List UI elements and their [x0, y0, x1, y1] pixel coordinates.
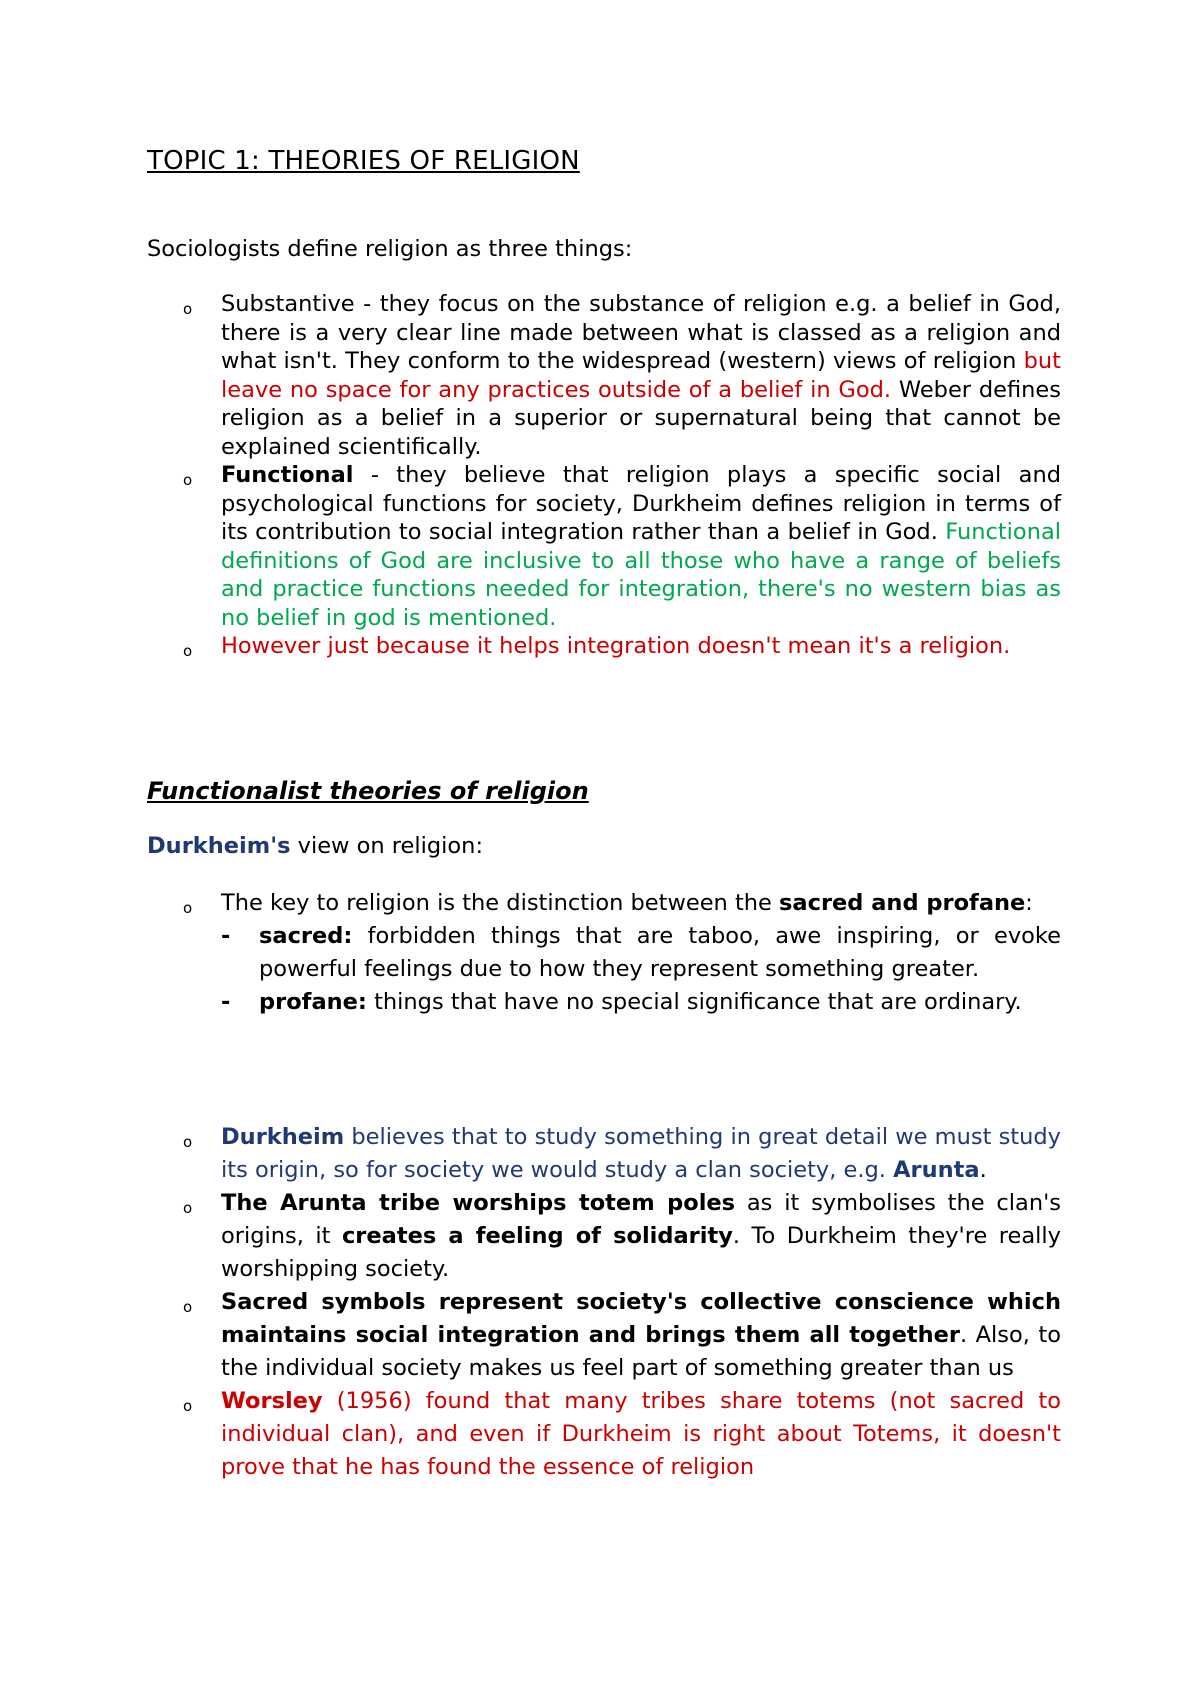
evaluation-text: Functional definitions of God are inclusive to all those who have a range of beliefs and practice functions needed for integration, there's no western bias as no belief in god is mentioned.	[221, 519, 1061, 631]
point-text: .	[979, 1157, 987, 1183]
intro-text: Sociologists define religion as three things:	[147, 236, 633, 262]
list-item-worsley	[0, 1385, 1061, 1484]
point-text: :	[1025, 890, 1033, 916]
list-item-origin	[0, 1121, 1061, 1187]
dash-icon: -	[221, 989, 231, 1015]
durkheim-intro	[147, 833, 483, 859]
point-bold: Arunta	[893, 1157, 980, 1183]
definition-lead: Substantive -	[221, 291, 380, 317]
bullet-icon: o	[183, 1397, 193, 1415]
point-bold: Durkheim	[221, 1124, 345, 1150]
point-bold: Worsley	[221, 1388, 323, 1414]
bullet-icon: o	[183, 1298, 193, 1316]
bullet-icon: o	[183, 642, 193, 660]
term-label: sacred:	[259, 923, 353, 949]
definition-text: Weber defines religion as a belief in a superior or supernatural being that cannot be explained scientifically.	[221, 376, 1061, 460]
list-item-criticism	[0, 632, 1061, 661]
sub-item-profane	[221, 986, 1061, 1019]
point-text: . To Durkheim they're really worshipping society.	[221, 1223, 1061, 1282]
durkheim-points-list	[0, 1121, 1200, 1484]
term-text: things that have no special significance that are ordinary.	[366, 989, 1022, 1015]
point-text: . Also, to the individual society makes us feel part of something greater than us	[221, 1322, 1061, 1381]
definition-text: - they believe that religion plays a specific social and psychological functions for society, Durkheim defines religion in terms of its contribution to social integration rather than a belief in God.	[221, 462, 1061, 545]
point-text: The key to religion is the distinction between the	[221, 890, 780, 916]
definitions-list	[0, 290, 1200, 661]
bullet-icon: o	[183, 1133, 193, 1151]
point-text: as it symbolises the clan's origins, it	[221, 1190, 1061, 1249]
term-label: profane:	[259, 989, 367, 1015]
bullet-icon: o	[183, 899, 193, 917]
point-bold: Sacred symbols represent society's collective conscience which maintains social integration and brings them all together	[221, 1289, 1061, 1348]
section-heading: Functionalist theories of religion	[147, 777, 589, 805]
bullet-icon: o	[183, 471, 193, 489]
list-item-sacred-profane	[0, 887, 1061, 1019]
definition-lead: Functional	[221, 462, 354, 488]
point-text: (1956) found that many tribes share totems (not sacred to individual clan), and even if Durkheim is right about Totems, it doesn't prove that he has found the essence of religion	[221, 1388, 1061, 1480]
page-title: TOPIC 1: THEORIES OF RELIGION	[147, 146, 580, 176]
dash-icon: -	[221, 923, 231, 949]
point-bold: The Arunta tribe worships totem poles	[221, 1190, 736, 1216]
bullet-icon: o	[183, 1199, 193, 1217]
durkheim-name: Durkheim's	[147, 833, 291, 859]
list-item-sacred-symbols	[0, 1286, 1061, 1385]
bullet-icon: o	[183, 300, 193, 318]
definition-text: they focus on the substance of religion e.g. a belief in God, there is a very clear line made between what is classed as a religion and what isn't. They conform to the widespread (western) views of religion	[221, 291, 1061, 374]
key-point-list	[0, 887, 1200, 1019]
term-text: forbidden things that are taboo, awe inspiring, or evoke powerful feelings due to how they represent something greater.	[259, 923, 1061, 982]
list-item-arunta	[0, 1187, 1061, 1286]
sub-list	[221, 920, 1061, 1019]
critique-text: but leave no space for any practices outside of a belief in God.	[221, 348, 1061, 403]
list-item-functional	[0, 461, 1061, 632]
point-bold: creates a feeling of solidarity	[341, 1223, 733, 1249]
list-item-substantive	[0, 290, 1061, 461]
critique-text: However just because it helps integration doesn't mean it's a religion.	[221, 633, 1011, 659]
sub-item-sacred	[221, 920, 1061, 986]
durkheim-rest: view on religion:	[290, 833, 484, 859]
point-text: believes that to study something in great detail we must study its origin, so for society we would study a clan society, e.g.	[221, 1124, 1061, 1183]
point-bold: sacred and profane	[779, 890, 1026, 916]
